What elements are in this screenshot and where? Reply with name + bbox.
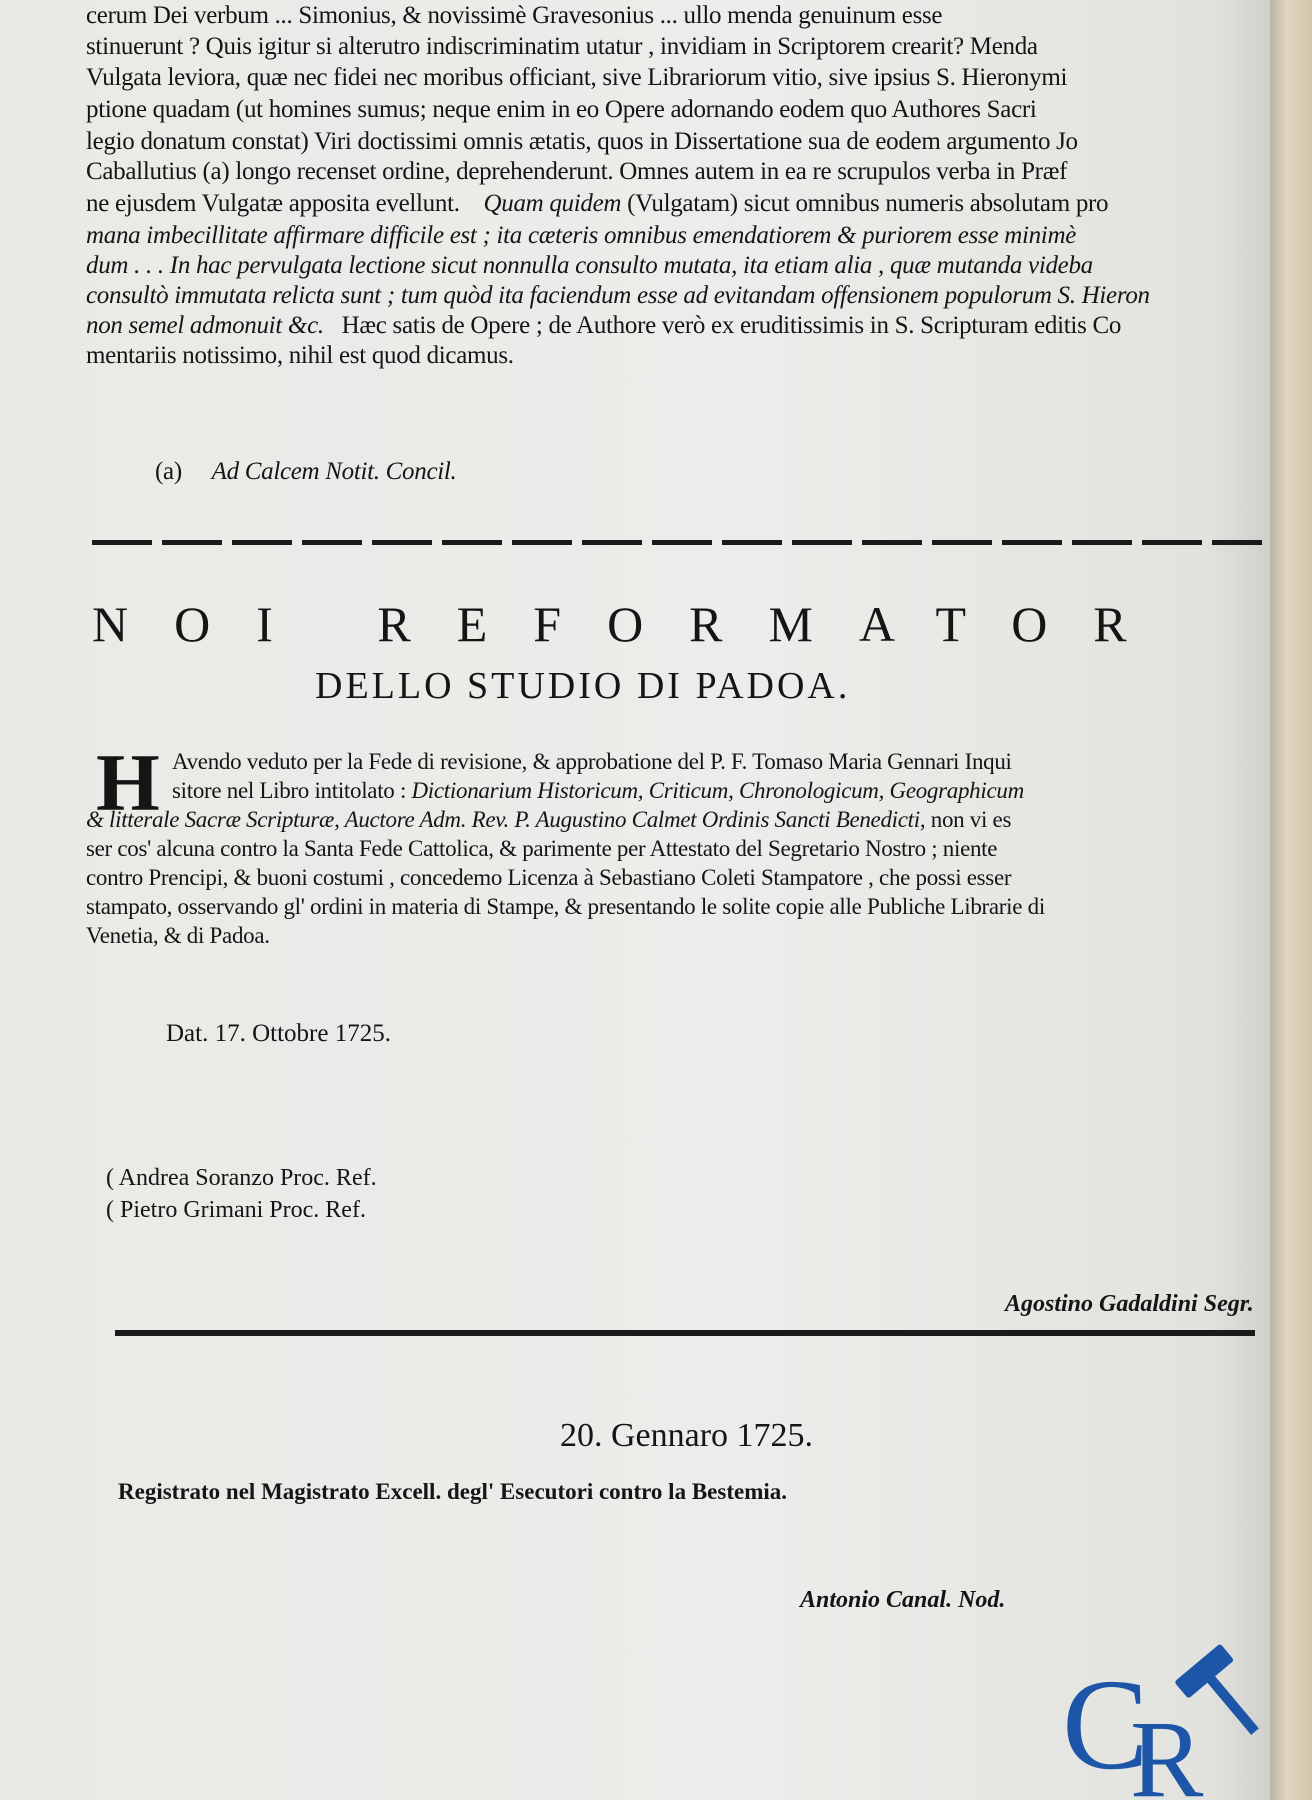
- heading-title: NOI REFORMATOR: [92, 596, 1173, 652]
- horizontal-rule: [115, 1330, 1255, 1336]
- footnote: (a) Ad Calcem Notit. Concil.: [155, 458, 457, 485]
- registration-note: Registrato nel Magistrato Excell. degl' Esecutori contro la Bestemia.: [118, 1479, 787, 1504]
- svg-text:R: R: [1130, 1698, 1204, 1798]
- text-line: cerum Dei verbum ... Simonius, & novissimè Gravesonius ... ullo menda genuinum esse: [86, 2, 943, 29]
- page-edge: [1270, 0, 1312, 1800]
- text-line: stinuerunt ? Quis igitur si alterutro indiscriminatim utatur , invidiam in Scriptorem crearit? Menda: [86, 33, 1038, 60]
- text-line: legio donatum constat) Viri doctissimi omnis ætatis, quos in Dissertatione sua de eodem argumento Jo: [86, 128, 1078, 155]
- text-line: Vulgata leviora, quæ nec fidei nec moribus officiant, sive Librariorum vitio, sive ipsius S. Hieronymi: [86, 64, 1068, 91]
- text-line: ser cos' alcuna contro la Santa Fede Cattolica, & parimente per Attestato del Segretario Nostro ; niente: [86, 836, 998, 861]
- text-line: Caballutius (a) longo recenset ordine, deprehenderunt. Omnes autem in ea re scrupulos verba in Præf: [86, 158, 1068, 185]
- secretary-signature: Agostino Gadaldini Segr.: [1005, 1291, 1254, 1317]
- text-line: & litterale Sacræ Scripturæ, Auctore Adm. Rev. P. Augustino Calmet Ordinis Sancti Benedicti, non vi es: [86, 807, 1012, 832]
- text-line: non semel admonuit &c. Hæc satis de Opere ; de Authore verò ex eruditissimis in S. Scripturam editis Co: [86, 312, 1122, 339]
- signatory: ( Andrea Soranzo Proc. Ref.: [106, 1165, 377, 1191]
- license-date: Dat. 17. Ottobre 1725.: [166, 1020, 391, 1047]
- text-line: mentariis notissimo, nihil est quod dicamus.: [86, 342, 514, 369]
- signatory: ( Pietro Grimani Proc. Ref.: [106, 1197, 366, 1223]
- registration-date: 20. Gennaro 1725.: [560, 1417, 814, 1454]
- cr-gavel-logo: [1060, 1628, 1260, 1798]
- text-line: ptione quadam (ut homines sumus; neque enim in eo Opere adornando eodem quo Authores Sacri: [86, 96, 1037, 123]
- dashed-rule: [92, 540, 1262, 545]
- text-line: contro Prencipi, & buoni costumi , concedemo Licenza à Sebastiano Coleti Stampatore , che possi esser: [86, 865, 1012, 890]
- text-line: Avendo veduto per la Fede di revisione, & approbatione del P. F. Tomaso Maria Gennari Inqui: [172, 749, 1012, 774]
- text-line: dum . . . In hac pervulgata lectione sicut nonnulla consulto mutata, ita etiam alia , quæ mutanda videba: [86, 252, 1093, 279]
- text-line: stampato, osservando gl' ordini in materia di Stampe, & presentando le solite copie alle Publiche Librarie di: [86, 894, 1045, 919]
- text-line: Venetia, & di Padoa.: [86, 923, 270, 948]
- text-line: mana imbecillitate affirmare difficile est ; ita cæteris omnibus emendatiorem & puriorem esse minimè: [86, 222, 1076, 249]
- text-line: sitore nel Libro intitolato : Dictionarium Historicum, Criticum, Chronologicum, Geographicum: [172, 778, 1024, 803]
- text-line: consultò immutata relicta sunt ; tum quòd ita faciendum esse ad evitandam offensionem populorum S. Hieron: [86, 282, 1150, 309]
- notary-signature: Antonio Canal. Nod.: [800, 1587, 1006, 1613]
- drop-cap: H: [96, 737, 160, 828]
- heading-subtitle: DELLO STUDIO DI PADOA.: [315, 665, 851, 707]
- svg-text:C: C: [1062, 1653, 1149, 1797]
- text-line: ne ejusdem Vulgatæ apposita evellunt. Quam quidem (Vulgatam) sicut omnibus numeris absolutam pro: [86, 190, 1109, 217]
